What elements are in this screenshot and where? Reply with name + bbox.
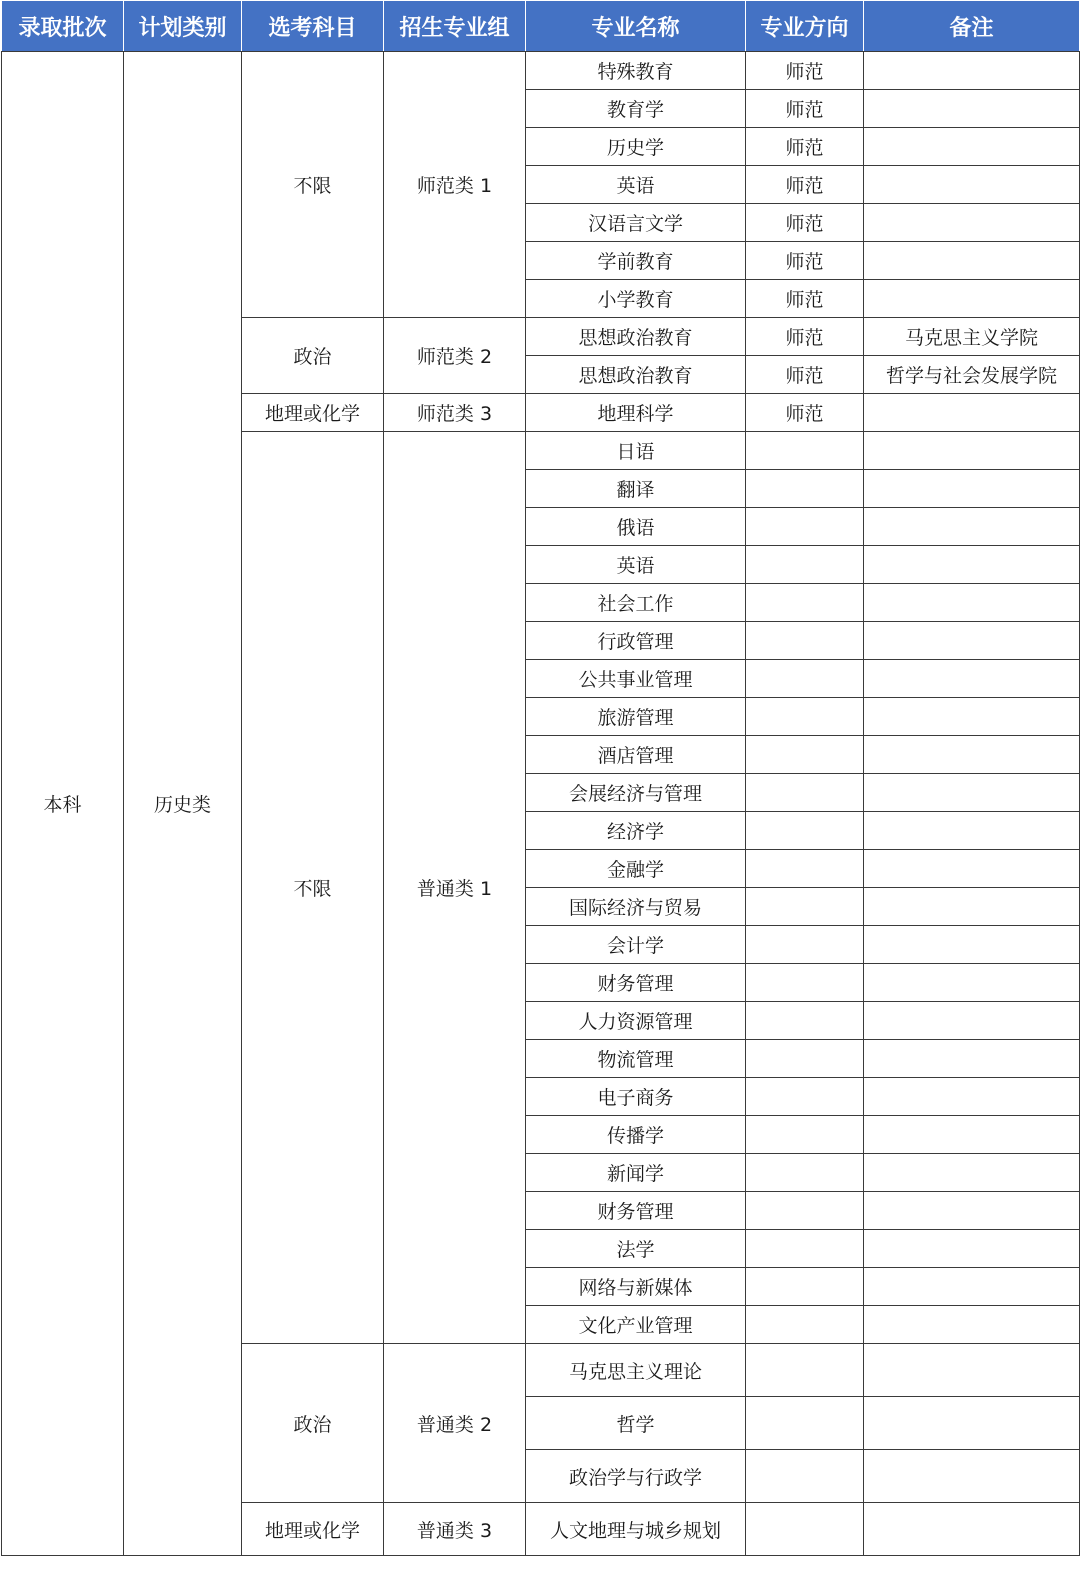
header-group: 招生专业组 [384, 1, 526, 52]
direction-cell [746, 1192, 864, 1230]
note-cell [864, 1002, 1080, 1040]
category-cell: 历史类 [124, 52, 242, 1556]
note-cell: 哲学与社会发展学院 [864, 356, 1080, 394]
direction-cell [746, 1040, 864, 1078]
table-row [2, 52, 1080, 90]
header-major-name: 专业名称 [526, 1, 746, 52]
direction-cell [746, 1503, 864, 1556]
major-name-cell: 人文地理与城乡规划 [526, 1503, 746, 1556]
major-name-cell: 会展经济与管理 [526, 774, 746, 812]
note-cell [864, 1040, 1080, 1078]
direction-cell [746, 1230, 864, 1268]
note-cell [864, 52, 1080, 90]
major-name-cell: 特殊教育 [526, 52, 746, 90]
direction-cell [746, 584, 864, 622]
direction-cell: 师范 [746, 128, 864, 166]
group-cell: 师范类 3 [384, 394, 526, 432]
note-cell [864, 1116, 1080, 1154]
direction-cell [746, 660, 864, 698]
direction-cell [746, 432, 864, 470]
note-cell [864, 204, 1080, 242]
direction-cell [746, 926, 864, 964]
direction-cell [746, 1116, 864, 1154]
major-name-cell: 国际经济与贸易 [526, 888, 746, 926]
direction-cell [746, 1078, 864, 1116]
note-cell [864, 1192, 1080, 1230]
note-cell [864, 964, 1080, 1002]
note-cell [864, 470, 1080, 508]
direction-cell: 师范 [746, 90, 864, 128]
note-cell [864, 508, 1080, 546]
note-cell [864, 812, 1080, 850]
note-cell: 马克思主义学院 [864, 318, 1080, 356]
direction-cell: 师范 [746, 356, 864, 394]
major-name-cell: 社会工作 [526, 584, 746, 622]
subject-cell: 政治 [242, 1344, 384, 1503]
table-body [2, 52, 1080, 1556]
major-name-cell: 公共事业管理 [526, 660, 746, 698]
header-batch: 录取批次 [2, 1, 124, 52]
major-name-cell: 思想政治教育 [526, 318, 746, 356]
note-cell [864, 1397, 1080, 1450]
major-name-cell: 小学教育 [526, 280, 746, 318]
major-name-cell: 财务管理 [526, 964, 746, 1002]
note-cell [864, 1344, 1080, 1397]
note-cell [864, 736, 1080, 774]
note-cell [864, 1154, 1080, 1192]
header-note: 备注 [864, 1, 1080, 52]
subject-cell: 不限 [242, 52, 384, 318]
major-name-cell: 酒店管理 [526, 736, 746, 774]
direction-cell [746, 964, 864, 1002]
major-name-cell: 会计学 [526, 926, 746, 964]
note-cell [864, 1230, 1080, 1268]
group-cell: 普通类 3 [384, 1503, 526, 1556]
group-cell: 普通类 2 [384, 1344, 526, 1503]
direction-cell [746, 850, 864, 888]
direction-cell [746, 1344, 864, 1397]
note-cell [864, 926, 1080, 964]
group-cell: 师范类 2 [384, 318, 526, 394]
major-name-cell: 政治学与行政学 [526, 1450, 746, 1503]
direction-cell: 师范 [746, 204, 864, 242]
header-subject: 选考科目 [242, 1, 384, 52]
batch-cell: 本科 [2, 52, 124, 1556]
direction-cell [746, 546, 864, 584]
note-cell [864, 1268, 1080, 1306]
note-cell [864, 1306, 1080, 1344]
major-name-cell: 思想政治教育 [526, 356, 746, 394]
direction-cell [746, 1450, 864, 1503]
major-name-cell: 行政管理 [526, 622, 746, 660]
note-cell [864, 128, 1080, 166]
direction-cell: 师范 [746, 280, 864, 318]
note-cell [864, 394, 1080, 432]
subject-cell: 地理或化学 [242, 1503, 384, 1556]
direction-cell [746, 470, 864, 508]
direction-cell [746, 508, 864, 546]
major-name-cell: 财务管理 [526, 1192, 746, 1230]
direction-cell [746, 1154, 864, 1192]
major-name-cell: 哲学 [526, 1397, 746, 1450]
major-name-cell: 地理科学 [526, 394, 746, 432]
major-name-cell: 电子商务 [526, 1078, 746, 1116]
direction-cell [746, 1306, 864, 1344]
major-name-cell: 网络与新媒体 [526, 1268, 746, 1306]
major-name-cell: 新闻学 [526, 1154, 746, 1192]
direction-cell [746, 888, 864, 926]
direction-cell: 师范 [746, 242, 864, 280]
group-cell: 师范类 1 [384, 52, 526, 318]
note-cell [864, 622, 1080, 660]
direction-cell [746, 1268, 864, 1306]
direction-cell [746, 1397, 864, 1450]
major-name-cell: 英语 [526, 166, 746, 204]
major-name-cell: 人力资源管理 [526, 1002, 746, 1040]
note-cell [864, 888, 1080, 926]
note-cell [864, 166, 1080, 204]
direction-cell: 师范 [746, 394, 864, 432]
direction-cell [746, 1002, 864, 1040]
note-cell [864, 698, 1080, 736]
direction-cell: 师范 [746, 318, 864, 356]
major-name-cell: 经济学 [526, 812, 746, 850]
subject-cell: 不限 [242, 432, 384, 1344]
subject-cell: 地理或化学 [242, 394, 384, 432]
major-name-cell: 英语 [526, 546, 746, 584]
header-category: 计划类别 [124, 1, 242, 52]
major-name-cell: 日语 [526, 432, 746, 470]
note-cell [864, 546, 1080, 584]
note-cell [864, 90, 1080, 128]
note-cell [864, 242, 1080, 280]
note-cell [864, 660, 1080, 698]
note-cell [864, 1450, 1080, 1503]
direction-cell [746, 698, 864, 736]
major-name-cell: 法学 [526, 1230, 746, 1268]
direction-cell: 师范 [746, 52, 864, 90]
major-name-cell: 马克思主义理论 [526, 1344, 746, 1397]
major-name-cell: 翻译 [526, 470, 746, 508]
note-cell [864, 584, 1080, 622]
direction-cell [746, 622, 864, 660]
note-cell [864, 432, 1080, 470]
major-name-cell: 汉语言文学 [526, 204, 746, 242]
note-cell [864, 850, 1080, 888]
major-name-cell: 俄语 [526, 508, 746, 546]
major-name-cell: 传播学 [526, 1116, 746, 1154]
direction-cell: 师范 [746, 166, 864, 204]
header-row [2, 1, 1080, 52]
major-name-cell: 金融学 [526, 850, 746, 888]
major-name-cell: 历史学 [526, 128, 746, 166]
note-cell [864, 774, 1080, 812]
major-name-cell: 教育学 [526, 90, 746, 128]
note-cell [864, 280, 1080, 318]
direction-cell [746, 812, 864, 850]
admission-plan-table [1, 0, 1080, 1556]
note-cell [864, 1503, 1080, 1556]
subject-cell: 政治 [242, 318, 384, 394]
major-name-cell: 学前教育 [526, 242, 746, 280]
major-name-cell: 旅游管理 [526, 698, 746, 736]
major-name-cell: 文化产业管理 [526, 1306, 746, 1344]
major-name-cell: 物流管理 [526, 1040, 746, 1078]
note-cell [864, 1078, 1080, 1116]
direction-cell [746, 774, 864, 812]
header-direction: 专业方向 [746, 1, 864, 52]
group-cell: 普通类 1 [384, 432, 526, 1344]
direction-cell [746, 736, 864, 774]
